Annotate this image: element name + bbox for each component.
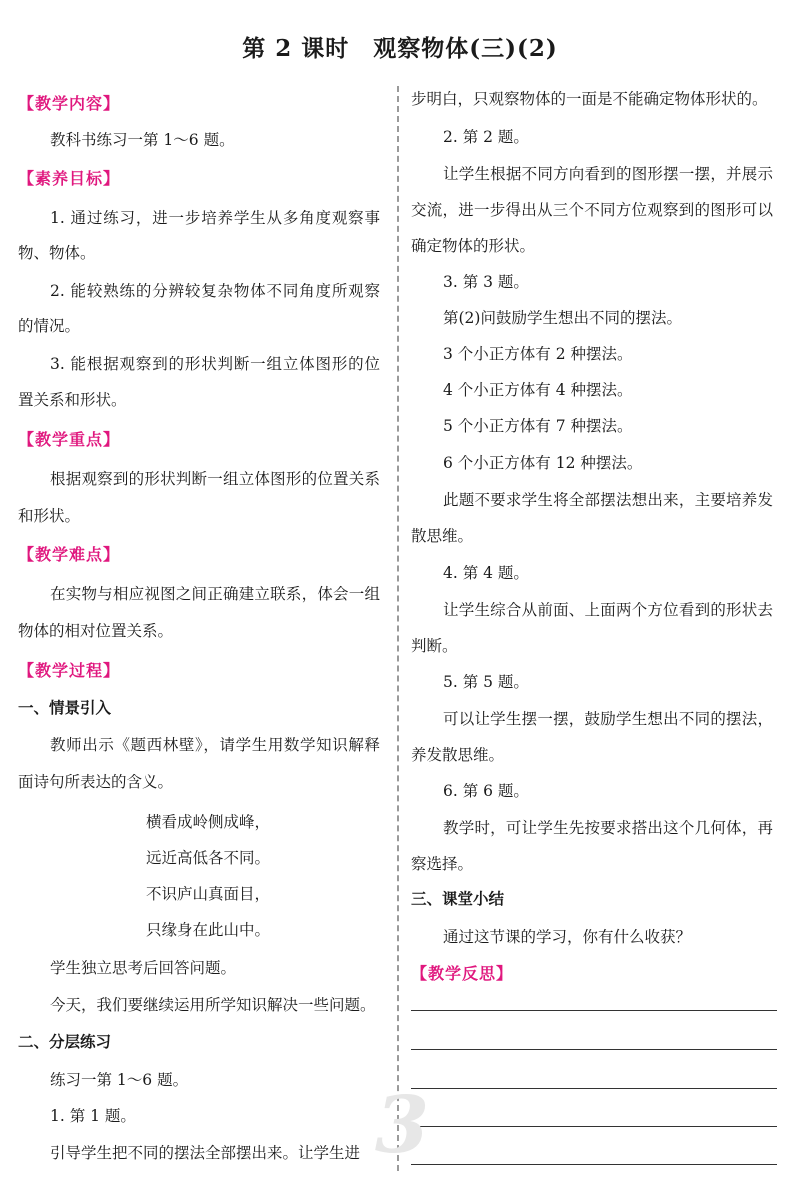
question-4-line-b: 判断。	[411, 637, 458, 655]
question-3-list-3: 5 个小正方体有 7 种摆法。	[443, 417, 633, 435]
goal-1-line-a: 1. 通过练习，进一步培养学生从多角度观察事	[50, 209, 380, 227]
question-2-heading: 2. 第 2 题。	[443, 128, 529, 146]
question-3-heading: 3. 第 3 题。	[443, 273, 529, 291]
section-1-line-d: 今天，我们要继续运用所学知识解决一些问题。	[50, 996, 376, 1014]
goal-2-line-b: 的情况。	[18, 317, 81, 335]
section-1-line-c: 学生独立思考后回答问题。	[50, 959, 237, 977]
poem-line-1: 横看成岭侧成峰，	[146, 813, 271, 831]
section-2-line-a: 练习一第 1～6 题。	[50, 1071, 189, 1089]
poem-line-3: 不识庐山真面目，	[146, 885, 271, 903]
key-points-line-a: 根据观察到的形状判断一组立体图形的位置关系	[50, 470, 380, 488]
key-points-tag: 【教学重点】	[18, 430, 121, 449]
difficulties-line-a: 在实物与相应视图之间正确建立联系，体会一组	[50, 585, 380, 603]
reflection-line	[411, 1088, 777, 1089]
question-1-line-b: 步明白，只观察物体的一面是不能确定物体形状的。	[411, 90, 768, 108]
reflection-line	[411, 1049, 777, 1050]
question-3-line-b: 此题不要求学生将全部摆法想出来，主要培养发	[443, 491, 773, 509]
question-3-list-2: 4 个小正方体有 4 种摆法。	[443, 381, 633, 399]
section-3-line-a: 通过这节课的学习，你有什么收获？	[443, 928, 692, 946]
question-5-heading: 5. 第 5 题。	[443, 673, 529, 691]
question-3-list-4: 6 个小正方体有 12 种摆法。	[443, 454, 643, 472]
goal-2-line-a: 2. 能较熟练的分辨较复杂物体不同角度所观察	[50, 282, 380, 300]
page-title: 第 2 课时 观察物体(三)(2)	[242, 35, 558, 62]
reflection-line	[411, 1164, 777, 1165]
section-2-heading: 二、分层练习	[18, 1033, 112, 1051]
difficulties-line-b: 物体的相对位置关系。	[18, 622, 174, 640]
question-4-line-a: 让学生综合从前面、上面两个方位看到的形状去	[443, 601, 773, 619]
question-6-heading: 6. 第 6 题。	[443, 782, 529, 800]
section-1-line-b: 面诗句所表达的含义。	[18, 773, 174, 791]
poem-line-2: 远近高低各不同。	[146, 849, 271, 867]
question-6-line-b: 察选择。	[411, 855, 474, 873]
section-1-line-a: 教师出示《题西林壁》，请学生用数学知识解释	[50, 736, 380, 754]
question-2-line-a: 让学生根据不同方向看到的图形摆一摆，并展示	[443, 165, 773, 183]
reflection-line	[411, 1126, 777, 1127]
question-2-line-b: 交流，进一步得出从三个不同方位观察到的图形可以	[411, 201, 773, 219]
goal-3-line-b: 置关系和形状。	[18, 391, 127, 409]
question-1-heading: 1. 第 1 题。	[50, 1107, 136, 1125]
reflection-line	[411, 1010, 777, 1011]
poem-line-4: 只缘身在此山中。	[146, 921, 271, 939]
goal-1-line-b: 物、物体。	[18, 244, 96, 262]
page-number: 3	[374, 1080, 430, 1171]
question-3-line-c: 散思维。	[411, 527, 474, 545]
column-divider	[397, 86, 399, 1171]
question-5-line-b: 养发散思维。	[411, 746, 505, 764]
goals-tag: 【素养目标】	[18, 169, 121, 188]
question-1-line-a: 引导学生把不同的摆法全部摆出来。让学生进	[50, 1144, 361, 1162]
goal-3-line-a: 3. 能根据观察到的形状判断一组立体图形的位	[50, 355, 380, 373]
section-1-heading: 一、情景引入	[18, 699, 112, 717]
section-3-heading: 三、课堂小结	[411, 890, 505, 908]
process-tag: 【教学过程】	[18, 661, 121, 680]
question-5-line-a: 可以让学生摆一摆，鼓励学生想出不同的摆法，	[443, 710, 773, 728]
difficulties-tag: 【教学难点】	[18, 545, 121, 564]
key-points-line-b: 和形状。	[18, 507, 81, 525]
teaching-content-tag: 【教学内容】	[18, 94, 121, 113]
teaching-content-text: 教科书练习一第 1～6 题。	[50, 131, 235, 149]
question-3-line-a: 第(2)问鼓励学生想出不同的摆法。	[443, 309, 682, 327]
reflection-tag: 【教学反思】	[411, 964, 514, 983]
question-6-line-a: 教学时，可让学生先按要求搭出这个几何体，再	[443, 819, 773, 837]
question-3-list-1: 3 个小正方体有 2 种摆法。	[443, 345, 633, 363]
question-4-heading: 4. 第 4 题。	[443, 564, 529, 582]
question-2-line-c: 确定物体的形状。	[411, 237, 536, 255]
